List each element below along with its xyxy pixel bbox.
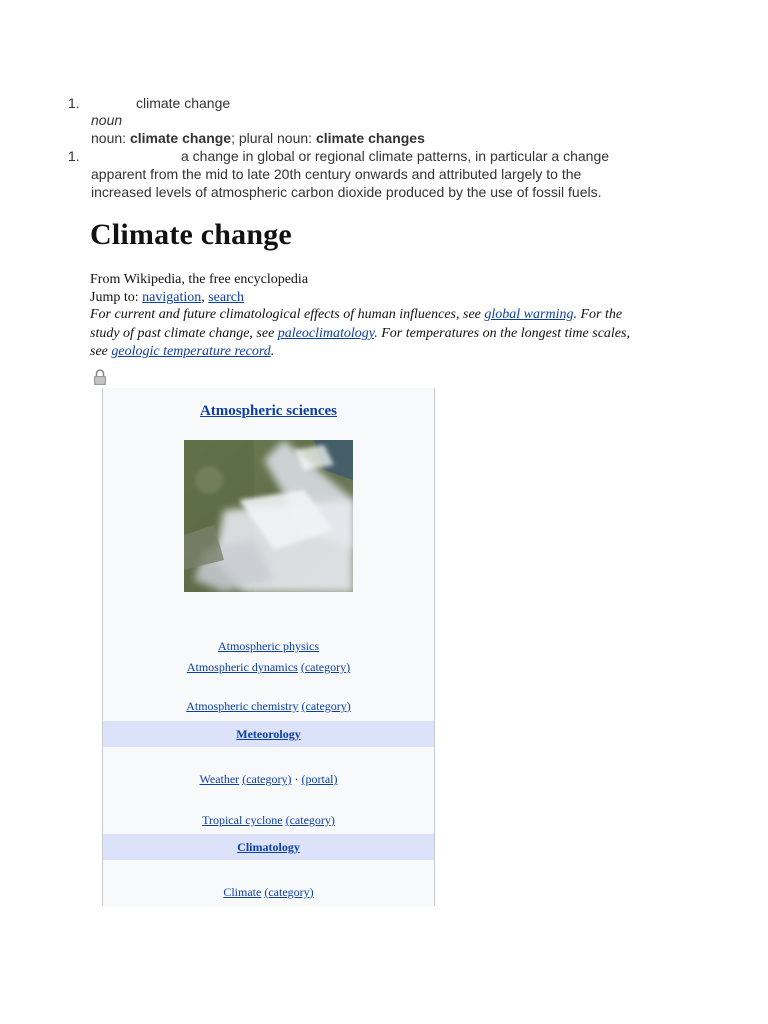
sense-number: 1. (68, 148, 80, 164)
infobox-row-tropical (103, 813, 434, 828)
search-link[interactable]: search (208, 290, 244, 305)
infobox-row-physics (103, 639, 434, 654)
navigation-link[interactable]: navigation (142, 290, 202, 305)
paleoclimatology-link[interactable]: paleoclimatology (277, 326, 375, 341)
page-title: Climate change (90, 218, 292, 251)
jump-sep: , (201, 290, 209, 305)
section-climatology (103, 834, 434, 860)
infobox-row-weather (103, 772, 434, 787)
hatnote-text: For current and future climatological effects of human influences, see (90, 307, 485, 322)
climatology-link[interactable]: Climatology (237, 839, 300, 854)
forms-plural: climate changes (315, 130, 425, 146)
hatnote-text: . (270, 344, 275, 359)
hatnote-text: study of past climate change, see (90, 326, 278, 341)
forms-term: climate change (129, 130, 232, 146)
jump-prefix: Jump to: (90, 290, 143, 305)
atmospheric-chemistry-category-link[interactable]: (category) (301, 699, 351, 713)
infobox-row-dynamics (103, 660, 434, 675)
infobox-header (103, 388, 434, 434)
section-meteorology (103, 721, 434, 747)
satellite-photo-icon (184, 440, 353, 592)
separator-dot: · (291, 772, 302, 786)
global-warming-link[interactable]: global warming (484, 307, 574, 322)
forms-prefix: noun: (91, 130, 130, 146)
infobox-row-chemistry (103, 699, 434, 714)
atmospheric-dynamics-link[interactable]: Atmospheric dynamics (186, 660, 298, 674)
meteorology-link[interactable]: Meteorology (236, 726, 301, 741)
hatnote-text: . For the (573, 307, 623, 322)
hatnote-text: see (90, 344, 112, 359)
word-forms (91, 130, 425, 146)
hatnote-line-1 (90, 307, 622, 323)
weather-category-link[interactable]: (category) (242, 772, 292, 786)
headword: climate change (136, 95, 231, 111)
hatnote-text: . For temperatures on the longest time scales, (374, 326, 630, 341)
atmospheric-dynamics-category-link[interactable]: (category) (300, 660, 351, 674)
weather-link[interactable]: Weather (199, 772, 240, 786)
tropical-cyclone-link[interactable]: Tropical cyclone (202, 813, 283, 827)
atmospheric-physics-link[interactable]: Atmospheric physics (218, 639, 319, 653)
sense-line-2: apparent from the mid to late 20th century onwards and attributed largely to the (91, 166, 582, 182)
sense-line-3: increased levels of atmospheric carbon dioxide produced by the use of fossil fuels. (91, 184, 602, 200)
climate-category-link[interactable]: (category) (264, 885, 314, 899)
lock-icon (93, 368, 107, 386)
tropical-cyclone-category-link[interactable]: (category) (285, 813, 335, 827)
infobox-row-climate (103, 885, 434, 900)
atmospheric-chemistry-link[interactable]: Atmospheric chemistry (186, 699, 299, 713)
infobox (102, 388, 435, 906)
hatnote-line-2 (90, 326, 630, 342)
satellite-image[interactable] (184, 440, 353, 592)
part-of-speech: noun (91, 112, 123, 128)
weather-portal-link[interactable]: (portal) (301, 772, 338, 786)
sense-line-1: a change in global or regional climate patterns, in particular a change (181, 148, 610, 164)
jump-to (90, 290, 244, 306)
climate-link[interactable]: Climate (223, 885, 262, 899)
hatnote-line-3 (90, 344, 274, 360)
list-number: 1. (68, 95, 80, 111)
geologic-temperature-record-link[interactable]: geologic temperature record (111, 344, 271, 359)
forms-mid: ; plural noun: (231, 130, 316, 146)
from-wikipedia: From Wikipedia, the free encyclopedia (90, 272, 309, 287)
infobox-title-link[interactable]: Atmospheric sciences (199, 402, 338, 419)
